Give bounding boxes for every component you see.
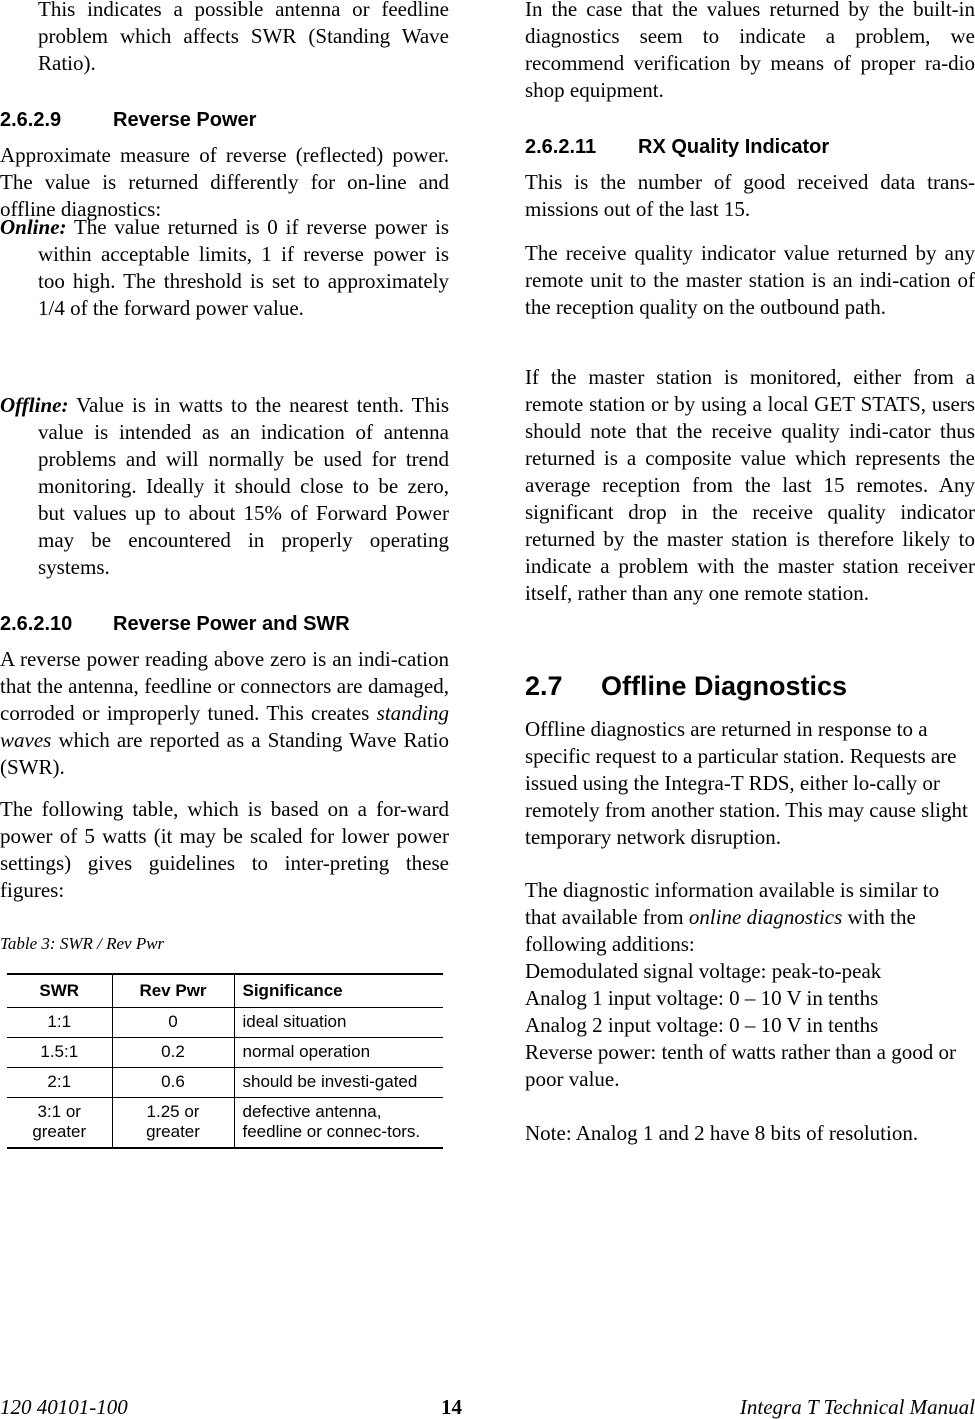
section-heading-2-6-2-10 bbox=[0, 612, 449, 636]
offline-diagnostics-paragraph-2 bbox=[525, 877, 965, 958]
list-item: Analog 2 input voltage: 0 – 10 V in tenths bbox=[525, 1013, 879, 1037]
cell-rev-pwr: 0 bbox=[112, 1008, 234, 1038]
table-header-row bbox=[7, 974, 443, 1008]
section-title: Reverse Power and SWR bbox=[113, 613, 350, 635]
column-header-swr: SWR bbox=[7, 974, 112, 1008]
rx-quality-paragraph-2: The receive quality indicator value returned by any remote unit to the master station is an indi-cation of the reception quality on the outbound path. bbox=[525, 241, 975, 319]
section-number: 2.6.2.11 bbox=[525, 136, 597, 158]
cell-rev-pwr: 1.25 or greater bbox=[112, 1098, 234, 1149]
online-definition bbox=[0, 214, 449, 322]
table-row bbox=[7, 1008, 443, 1038]
table-row bbox=[7, 1098, 443, 1149]
section-heading-2-6-2-9 bbox=[0, 108, 449, 132]
offline-definition bbox=[0, 392, 449, 581]
reverse-power-paragraph: Approximate measure of reverse (reflected) power. The value is returned differently for on-line and offline diagnostics: bbox=[0, 143, 449, 221]
cell-significance: ideal situation bbox=[234, 1008, 443, 1038]
rx-quality-paragraph-1: This is the number of good received data trans-missions out of the last 15. bbox=[525, 170, 975, 221]
column-header-rev-pwr: Rev Pwr bbox=[112, 974, 234, 1008]
online-text: The value returned is 0 if reverse power is within acceptable limits, 1 if reverse power is too high. The threshold is set to approximately 1/4 of the forward power value. bbox=[38, 215, 449, 320]
list-item: Reverse power: tenth of watts rather than a good or poor value. bbox=[525, 1040, 956, 1091]
cell-significance: should be investi-gated bbox=[234, 1068, 443, 1098]
offline-term: Offline: bbox=[0, 393, 69, 417]
cell-swr: 1.5:1 bbox=[7, 1038, 112, 1068]
offline-diagnostics-paragraph-1: Offline diagnostics are returned in response to a specific request to a particular station. Requests are issued using the Integra-T RDS, either lo-cally or remotely from another station. This may cause slight temporary network disruption. bbox=[525, 717, 968, 849]
list-item: Demodulated signal voltage: peak-to-peak bbox=[525, 959, 882, 983]
text-run: with the following additions: bbox=[525, 905, 916, 956]
cell-rev-pwr: 0.6 bbox=[112, 1068, 234, 1098]
cell-swr: 1:1 bbox=[7, 1008, 112, 1038]
emphasis-text: standing waves bbox=[0, 701, 450, 752]
section-title: Reverse Power bbox=[113, 109, 257, 131]
offline-text: Value is in watts to the nearest tenth. This value is intended as an indication of antenna problems and will normally be used for trend monitoring. Ideally it should close to be zero, but values up to about 15% of Forward Power may be encountered in properly operating systems. bbox=[38, 393, 449, 579]
document-number: 120 40101-100 bbox=[0, 1395, 128, 1419]
section-number: 2.7 bbox=[525, 671, 563, 701]
table-row bbox=[7, 1068, 443, 1098]
swr-table bbox=[7, 973, 443, 1149]
rx-quality-paragraph-3: If the master station is monitored, either from a remote station or by using a local GET STATS, users should note that the receive quality indi-cator thus returned is a composite value which represents the average reception from the last 15 remotes. Any significant drop in the receive quality indicator returned by the master station is therefore likely to indicate a problem with the master station receiver itself, rather than any one remote station. bbox=[525, 365, 975, 605]
intro-paragraph: This indicates a possible antenna or feedline problem which affects SWR (Standing Wave Ratio). bbox=[38, 0, 449, 75]
section-heading-2-7 bbox=[525, 670, 975, 702]
swr-paragraph-2: The following table, which is based on a for-ward power of 5 watts (it may be scaled for lower power settings) gives guidelines to inter-preting these figures: bbox=[0, 797, 449, 902]
swr-paragraph-1 bbox=[0, 646, 449, 781]
text-run: The diagnostic information available is similar to that available from bbox=[525, 878, 940, 929]
section-number: 2.6.2.9 bbox=[0, 109, 62, 131]
table-row bbox=[7, 1038, 443, 1068]
section-heading-2-6-2-11 bbox=[525, 135, 975, 159]
table-caption: Table 3: SWR / Rev Pwr bbox=[0, 934, 165, 953]
section-title: RX Quality Indicator bbox=[638, 136, 830, 158]
text-run: A reverse power reading above zero is an indi-cation that the antenna, feedline or connectors are damaged, corroded or improperly tuned. This creates bbox=[0, 647, 449, 725]
text-run: which are reported as a Standing Wave Ratio (SWR). bbox=[0, 728, 449, 779]
resolution-note: Note: Analog 1 and 2 have 8 bits of resolution. bbox=[525, 1121, 919, 1145]
manual-title: Integra T Technical Manual bbox=[739, 1395, 975, 1419]
cell-swr: 3:1 or greater bbox=[7, 1098, 112, 1149]
additions-list bbox=[525, 958, 975, 1093]
cell-significance: defective antenna, feedline or connec-tors. bbox=[234, 1098, 443, 1149]
verification-paragraph: In the case that the values returned by the built-in diagnostics seem to indicate a problem, we recommend verification by means of proper ra-dio shop equipment. bbox=[525, 0, 975, 102]
page-number: 14 bbox=[441, 1395, 462, 1419]
page-footer bbox=[0, 1394, 975, 1419]
online-term: Online: bbox=[0, 215, 67, 239]
section-number: 2.6.2.10 bbox=[0, 613, 73, 635]
list-item: Analog 1 input voltage: 0 – 10 V in tenths bbox=[525, 986, 879, 1010]
cell-rev-pwr: 0.2 bbox=[112, 1038, 234, 1068]
cell-significance: normal operation bbox=[234, 1038, 443, 1068]
cell-swr: 2:1 bbox=[7, 1068, 112, 1098]
emphasis-text: online diagnostics bbox=[688, 905, 843, 929]
column-header-significance: Significance bbox=[234, 974, 443, 1008]
section-title: Offline Diagnostics bbox=[601, 671, 848, 701]
